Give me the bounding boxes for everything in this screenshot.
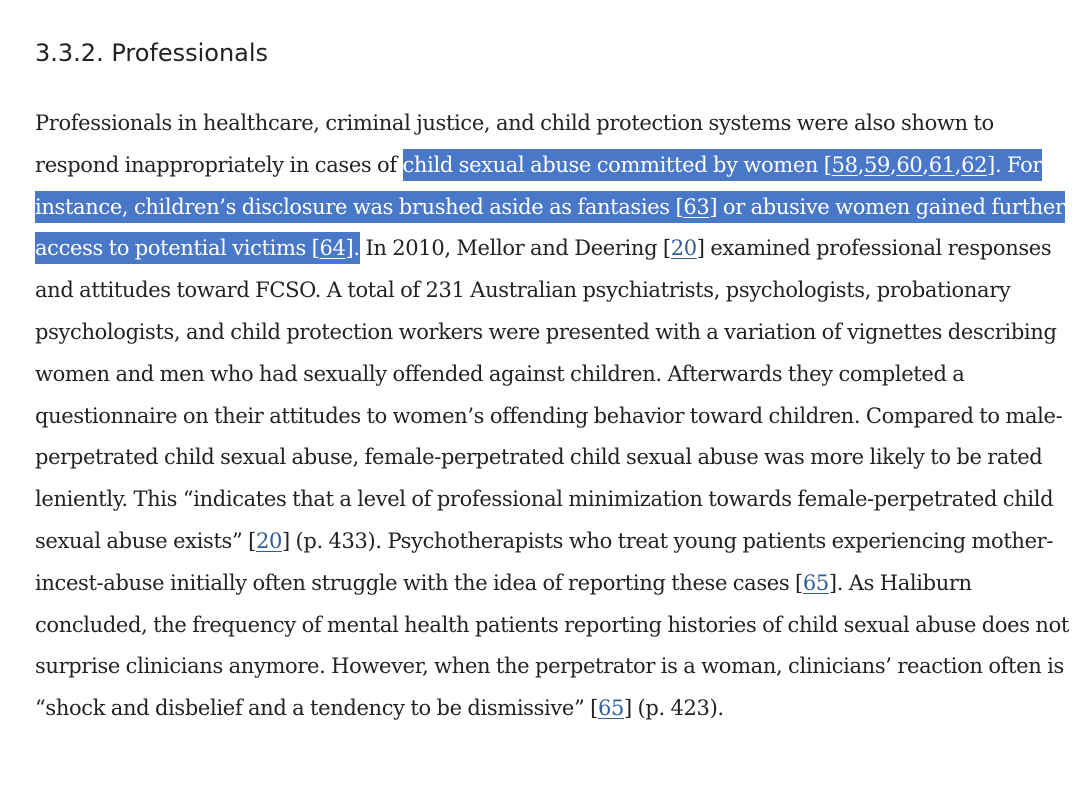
reference-link-61[interactable]: 61: [928, 152, 955, 177]
text-run: ].: [345, 236, 360, 261]
text-run: ,: [922, 152, 929, 177]
text-run: ,: [857, 152, 865, 177]
text-run: ]. For instance, children’s disclosure was brushed aside as fantasies [: [35, 152, 1043, 219]
text-run: ] (p. 433). Psychotherapists who treat young patients experiencing mother-incest-abuse initially often struggle with the idea of reporting these cases [: [35, 528, 1054, 595]
reference-link-20[interactable]: 20: [255, 528, 282, 553]
text-run: In 2010, Mellor and Deering [: [359, 236, 671, 261]
text-run: ] (p. 423).: [623, 696, 724, 721]
body-paragraph: [35, 103, 1075, 730]
text-run: child sexual abuse committed by women [: [402, 152, 832, 177]
reference-link-65[interactable]: 65: [597, 696, 624, 721]
reference-link-60[interactable]: 60: [896, 152, 923, 177]
section-heading: 3.3.2. Professionals: [35, 39, 269, 67]
article-section: [35, 0, 1075, 730]
text-run: Professionals in healthcare, criminal justice, and child protection systems were also shown to respond inappropriately in cases of: [35, 111, 994, 177]
text-run: ] examined professional responses and attitudes toward FCSO. A total of 231 Australian psychiatrists, psychologists, probationary psychologists, and child protection workers were presented with a variation of vignettes describing women and men who had sexually offended against children. Afterwards they completed a questionnaire on their attitudes to women’s offending behavior toward children. Compared to male-perpetrated child sexual abuse, female-perpetrated child sexual abuse was more likely to be rated leniently. This “indicates that a level of professional minimization towards female-perpetrated child sexual abuse exists” [: [35, 236, 1063, 553]
text-run: ,: [954, 152, 962, 177]
text-run: ] or abusive women gained further access to potential victims [: [35, 194, 1065, 261]
reference-link-65[interactable]: 65: [802, 570, 829, 595]
reference-link-63[interactable]: 63: [683, 194, 710, 219]
reference-link-64[interactable]: 64: [319, 236, 346, 261]
text-run: ]. As Haliburn concluded, the frequency of mental health patients reporting histories of child sexual abuse does not surprise clinicians anymore. However, when the perpetrator is a woman, clinicians’ reaction often is “shock and disbelief and a tendency to be dismissive” [: [35, 570, 1069, 721]
reference-link-62[interactable]: 62: [961, 152, 988, 177]
reference-link-59[interactable]: 59: [864, 152, 891, 177]
text-run: ,: [890, 152, 897, 177]
reference-link-58[interactable]: 58: [831, 152, 858, 177]
reference-link-20[interactable]: 20: [670, 236, 697, 261]
